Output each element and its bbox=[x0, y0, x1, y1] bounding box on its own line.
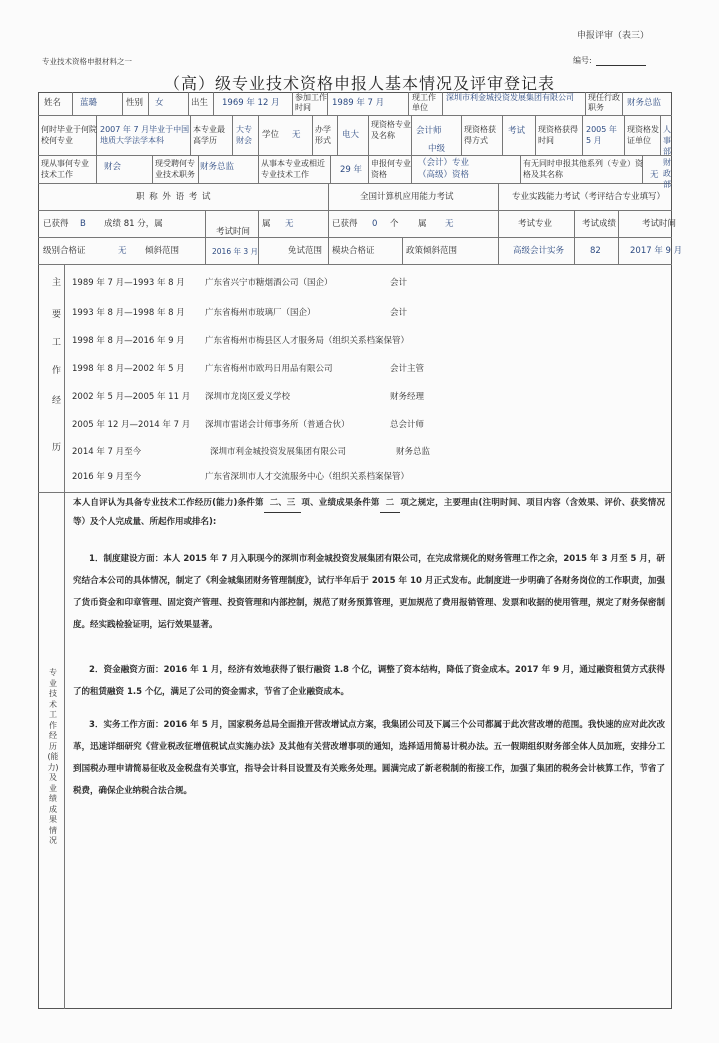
hired-value: 财务总监 bbox=[200, 162, 235, 172]
work-side-char: 历 bbox=[52, 443, 62, 453]
years-label: 从事本专业或相近专业技术工作 bbox=[261, 159, 325, 179]
row-divider bbox=[38, 155, 672, 156]
achievement-paragraph-2: 2．资金融资方面：2016 年 1 月，经济有效地获得了银行融资 1.8 个亿，调整了资本结构，降低了资金成本。2017 年 9 月，通过融资租赁方式获得了的租赁融资 1.5 个亿，满足了公司的资金需求，节省了企业融资成本。 bbox=[73, 665, 665, 697]
belong-none: 无 bbox=[285, 219, 294, 229]
obtain-label: 现资格获得方式 bbox=[464, 125, 496, 145]
row-divider bbox=[38, 183, 672, 184]
work-role: 财务总监 bbox=[396, 447, 431, 457]
practice-score-value: 82 bbox=[590, 246, 601, 256]
work-org: 深圳市利金城投资发展集团有限公司 bbox=[210, 447, 347, 457]
obtain-time-value: 2005 年 5 月 bbox=[586, 125, 617, 145]
intro-part-a: 本人自评认为具备专业技术工作经历(能力)条件第 bbox=[73, 498, 264, 508]
years-value: 29 年 bbox=[340, 165, 363, 175]
apply-value-major: （会计）专业 bbox=[418, 158, 470, 168]
gender-value: 女 bbox=[155, 98, 164, 108]
work-side-char: 主 bbox=[52, 278, 62, 288]
work-period: 2005 年 12 月—2014 年 7 月 bbox=[72, 420, 191, 430]
exam-time-label: 考试时间 bbox=[216, 227, 251, 237]
work-role: 会计 bbox=[390, 278, 408, 288]
number-label: 编号: bbox=[573, 56, 592, 65]
work-side-char: 经 bbox=[52, 396, 62, 406]
obtain-value: 考试 bbox=[508, 126, 526, 136]
computer-obtained-value: 0 bbox=[372, 219, 378, 229]
work-role: 总会计师 bbox=[390, 420, 425, 430]
practice-major-value: 高级会计实务 bbox=[513, 246, 565, 256]
work-org: 深圳市雷诺会计师事务所（普通合伙） bbox=[205, 420, 350, 430]
work-role: 会计主管 bbox=[390, 364, 425, 374]
edu-value: 大专财会 bbox=[236, 125, 252, 145]
foreign-exam-header: 职 称 外 语 考 试 bbox=[136, 192, 212, 202]
degree-label: 学位 bbox=[262, 130, 280, 140]
achievement-paragraph-1: 1．制度建设方面：本人 2015 年 7 月入职现今的深圳市利金城投资发展集团有限公司，在完成常规化的财务管理工作之余，2015 年 3 月至 5 月，研究结合本公司的具体情况，制定了《利金城集团财务管理制度》，试行半年后于 2015 年 10 月正式发布。此制度进一步明确了各财务岗位的工作职责，加强了货币资金和印章管理、固定资产管理、投资管理和内部控制，规范了财务预算管理，更加规范了费用报销管理、发票和收据的使用管理，规定了财务保密制度。经实践检验证明，运行效果显著。 bbox=[73, 554, 665, 630]
issuer-value: 人事部财政部 bbox=[663, 125, 671, 189]
exam-date-value: 2016 年 3 月 bbox=[212, 247, 259, 256]
intro-part-e: 项之规定，主要理由(注明时间、项目内容（含效果、评价、获奖情况等）及个人完成量、所起作用或排名): bbox=[73, 498, 665, 527]
row-divider bbox=[38, 264, 672, 265]
practice-time-value: 2017 年 9 月 bbox=[630, 246, 683, 256]
qual-level: 中级 bbox=[428, 144, 446, 154]
review-label: 申报评审（表三） bbox=[576, 31, 649, 41]
name-value: 蓝璐 bbox=[80, 98, 98, 108]
computer-exam-header: 全国计算机应用能力考试 bbox=[360, 192, 454, 202]
belong-label: 属 bbox=[262, 219, 271, 229]
module-cert-label: 模块合格证 bbox=[332, 246, 375, 256]
row-divider bbox=[38, 237, 672, 238]
name-label: 姓名 bbox=[44, 98, 62, 108]
intro-result-clause: 二 bbox=[380, 494, 401, 513]
intro-part-c: 项、业绩成果条件第 bbox=[301, 498, 380, 508]
achievements-side-label: 专业技术工作经历(能力)及业绩成果情况 bbox=[47, 668, 59, 845]
current-work-label: 现从事何专业技术工作 bbox=[41, 159, 89, 179]
work-role: 财务经理 bbox=[390, 392, 425, 402]
achievements-intro bbox=[73, 494, 665, 531]
other-series-label: 有无同时申报其他系列（专业）资格及其名称 bbox=[523, 159, 643, 179]
achievement-paragraph-3: 3．实务工作方面：2016 年 5 月，国家税务总局全面推开营改增试点方案，我集团公司及下属三个公司都属于此次营改增的范围。我快速的应对此次改革，迅速详细研究《营业税改征增值税试点实施办法》及其他有关营改增事项的通知，选择适用简易计税办法。五一假期组织财务部全体人员加班，安排分工到国税办理申请简易征收及金税盘有关事宜，指导会计科目设置及有关账务处理。圆满完成了新老税制的衔接工作，加强了集团的税务会计核算工作，节省了税费，确保企业纳税合法合规。 bbox=[73, 720, 665, 796]
computer-obtained-label: 已获得 bbox=[332, 219, 358, 229]
work-period: 1998 年 8 月—2002 年 5 月 bbox=[72, 364, 185, 374]
work-period: 2014 年 7 月至今 bbox=[72, 447, 142, 457]
work-org: 广东省梅州市玻璃厂（国企） bbox=[205, 308, 316, 318]
exempt-label: 免试范围 bbox=[288, 246, 323, 256]
apply-value-level: （高级）资格 bbox=[418, 170, 470, 180]
computer-belong-none: 无 bbox=[445, 219, 454, 229]
computer-unit: 个 bbox=[390, 219, 399, 229]
work-period: 2016 年 9 月至今 bbox=[72, 472, 142, 482]
post-value: 财务总监 bbox=[627, 98, 662, 108]
level-cert-value: 无 bbox=[118, 246, 127, 256]
policy-tilt-label: 政策倾斜范围 bbox=[406, 246, 458, 256]
issuer-label: 现资格发证单位 bbox=[627, 125, 659, 145]
work-org: 广东省兴宁市糖烟酒公司（国企） bbox=[205, 278, 333, 288]
post-label: 现任行政职务 bbox=[588, 93, 620, 112]
work-org: 广东省梅州市梅县区人才服务局（组织关系档案保管） bbox=[205, 336, 410, 346]
practice-major-label: 考试专业 bbox=[518, 219, 553, 229]
unit-value: 深圳市利金城投资发展集团有限公司 bbox=[446, 93, 574, 102]
obtain-time-label: 现资格获得时间 bbox=[538, 125, 578, 145]
intro-work-clause: 二、三 bbox=[264, 494, 302, 513]
work-period: 1993 年 8 月—1998 年 8 月 bbox=[72, 308, 185, 318]
degree-value: 无 bbox=[292, 130, 301, 140]
tilt-label: 倾斜范围 bbox=[145, 246, 180, 256]
apply-label: 申报何专业资格 bbox=[371, 159, 411, 179]
mode-value: 电大 bbox=[342, 130, 360, 140]
birth-value: 1969 年 12 月 bbox=[222, 98, 280, 108]
score-text: 成绩 81 分，属 bbox=[104, 219, 163, 229]
qual-label: 现资格专业及名称 bbox=[371, 120, 411, 140]
work-period: 1998 年 8 月—2016 年 9 月 bbox=[72, 336, 185, 346]
page-title: （高）级专业技术资格申报人基本情况及评审登记表 bbox=[163, 74, 555, 93]
work-role: 会计 bbox=[390, 308, 408, 318]
work-period: 2002 年 5 月—2005 年 11 月 bbox=[72, 392, 191, 402]
practice-exam-header: 专业实践能力考试（考评结合专业填写） bbox=[512, 192, 666, 202]
level-obtained-value: B bbox=[80, 219, 86, 229]
grad-value: 2007 年 7 月毕业于中国地质大学法学本科 bbox=[100, 125, 190, 145]
number-blank bbox=[596, 56, 646, 66]
number-field bbox=[573, 55, 646, 66]
computer-belong: 属 bbox=[418, 219, 427, 229]
row-divider bbox=[38, 210, 672, 211]
join-label: 参加工作时间 bbox=[295, 93, 327, 112]
qual-value: 会计师 bbox=[416, 126, 442, 136]
other-series-value: 无 bbox=[650, 170, 659, 180]
work-side-char: 作 bbox=[52, 366, 62, 376]
work-side-char: 工 bbox=[52, 338, 62, 348]
row-divider bbox=[38, 492, 672, 493]
edu-label: 本专业最高学历 bbox=[193, 125, 225, 145]
current-work-value: 财会 bbox=[104, 162, 122, 172]
materials-label: 专业技术资格申报材料之一 bbox=[42, 57, 132, 66]
mode-label: 办学形式 bbox=[315, 125, 331, 145]
practice-score-label: 考试成绩 bbox=[582, 219, 617, 229]
practice-time-label: 考试时间 bbox=[642, 219, 677, 229]
unit-label: 现工作单位 bbox=[412, 93, 436, 112]
join-value: 1989 年 7 月 bbox=[332, 98, 385, 108]
gender-label: 性别 bbox=[126, 98, 144, 108]
row-divider bbox=[38, 115, 672, 116]
work-org: 广东省梅州市欧玛日用品有限公司 bbox=[205, 364, 333, 374]
grad-label: 何时毕业于何院校何专业 bbox=[41, 125, 97, 145]
level-obtained-label: 已获得 bbox=[43, 219, 69, 229]
hired-label: 现受聘何专业技术职务 bbox=[155, 159, 195, 179]
level-cert-label: 级别合格证 bbox=[43, 246, 86, 256]
work-period: 1989 年 7 月—1993 年 8 月 bbox=[72, 278, 185, 288]
work-org: 深圳市龙岗区爱义学校 bbox=[205, 392, 291, 402]
work-side-char: 要 bbox=[52, 310, 62, 320]
work-org: 广东省深圳市人才交流服务中心（组织关系档案保管） bbox=[205, 472, 410, 482]
birth-label: 出生 bbox=[191, 98, 209, 108]
